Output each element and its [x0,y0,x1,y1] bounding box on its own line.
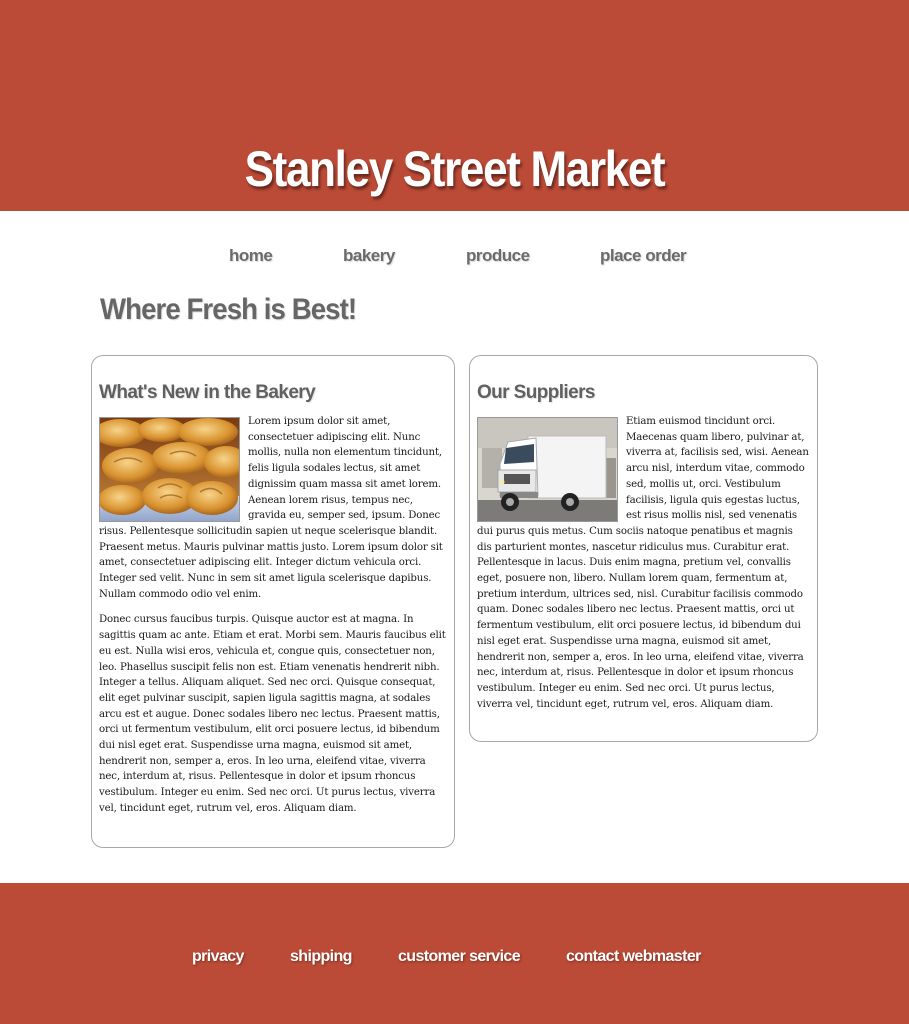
bakery-panel-heading: What's New in the Bakery [99,382,316,403]
bakery-paragraph-1: Lorem ipsum dolor sit amet, consectetuer adipiscing elit. Nunc mollis, nulla non elementum tincidunt, felis ligula sodales lectus, sit amet dignissim quam massa sit amet lorem. Aenean lorem risus, tempus nec, gravida eu, semper sed, ipsum. Donec risus. Pellentesque sollicitudin sapien ut neque scelerisque blandit. Praesent metus. Mauris pulvinar mattis justo. Lorem ipsum dolor sit amet, consectetuer adipiscing elit. Integer dictum vehicula orci. Integer sed velit. Nunc in sem sit amet ligula scelerisque dapibus. Nullam commodo odio vel enim. [99,416,443,600]
footer-link-contact-webmaster[interactable]: contact webmaster [566,948,701,965]
suppliers-paragraph-1: Etiam euismod tincidunt orci. Maecenas quam libero, pulvinar at, viverra at, facilisis sed, wisi. Aenean arcu nisl, interdum vitae, commodo sed, mollis ut, orci. Vestibulum facilisis, ligula quis egestas luctus, est risus mollis nisl, sed venenatis dui purus quis metus. Cum sociis natoque penatibus et magnis dis parturient montes, nascetur ridiculus mus. Curabitur erat. Pellentesque in lacus. Duis enim magna, pretium vel, convallis eget, posuere non, libero. Nullam lorem quam, fermentum at, pretium interdum, ultrices sed, nisl. Curabitur facilisis commodo quam. Donec sodales libero nec lectus. Praesent mattis, orci ut fermentum vestibulum, elit orci posuere lectus, id bibendum dui nisl eget erat. Suspendisse urna magna, euismod sit amet, hendrerit non, semper a, eros. In leo urna, eleifend vitae, viverra nec, interdum at, risus. Pellentesque in dolor et ipsum rhoncus vestibulum. Integer eu enim. Sed nec orci. Ut purus lectus, viverra vel, tincidunt eget, rutrum vel, eros. Aliquam diam. [477,416,809,710]
bakery-panel [91,355,455,848]
footer-link-privacy[interactable]: privacy [192,948,244,965]
footer-link-customer-service[interactable]: customer service [398,948,521,965]
nav-link-bakery[interactable]: bakery [343,246,395,265]
site-title: Stanley Street Market [244,141,665,197]
nav-link-home[interactable]: home [229,246,273,265]
bakery-paragraph-2: Donec cursus faucibus turpis. Quisque auctor est at magna. In sagittis quam ac ante. Etiam et erat. Morbi sem. Mauris faucibus elit eu est. Nulla wisi eros, vehicula et, congue quis, consectetuer non, leo. Phasellus suscipit felis non est. Etiam venenatis hendrerit nibh. Integer a tellus. Aliquam aliquet. Sed nec orci. Quisque consequat, elit eget pulvinar suscipit, sapien ligula sagittis magna, at sodales arcu est et augue. Donec sodales libero nec lectus. Praesent mattis, orci ut fermentum vestibulum, elit orci posuere lectus, id bibendum dui nisl eget erat. Suspendisse urna magna, euismod sit amet, hendrerit non, semper a, eros. In leo urna, eleifend vitae, viverra nec, interdum at, risus. Pellentesque in dolor et ipsum rhoncus vestibulum. Integer eu enim. Sed nec orci. Ut purus lectus, viverra vel, tincidunt eget, rutrum vel, eros. Aliquam diam. [99,614,446,814]
nav-link-place-order[interactable]: place order [600,246,687,265]
page-tagline: Where Fresh is Best! [100,293,357,326]
pastry-photo [99,417,240,522]
footer-link-shipping[interactable]: shipping [290,948,352,965]
nav-link-produce[interactable]: produce [466,246,530,265]
main-nav [0,246,909,270]
suppliers-panel-heading: Our Suppliers [477,382,595,403]
site-header [0,0,909,211]
site-footer [0,883,909,1024]
delivery-truck-photo [477,417,618,522]
suppliers-panel [469,355,818,742]
